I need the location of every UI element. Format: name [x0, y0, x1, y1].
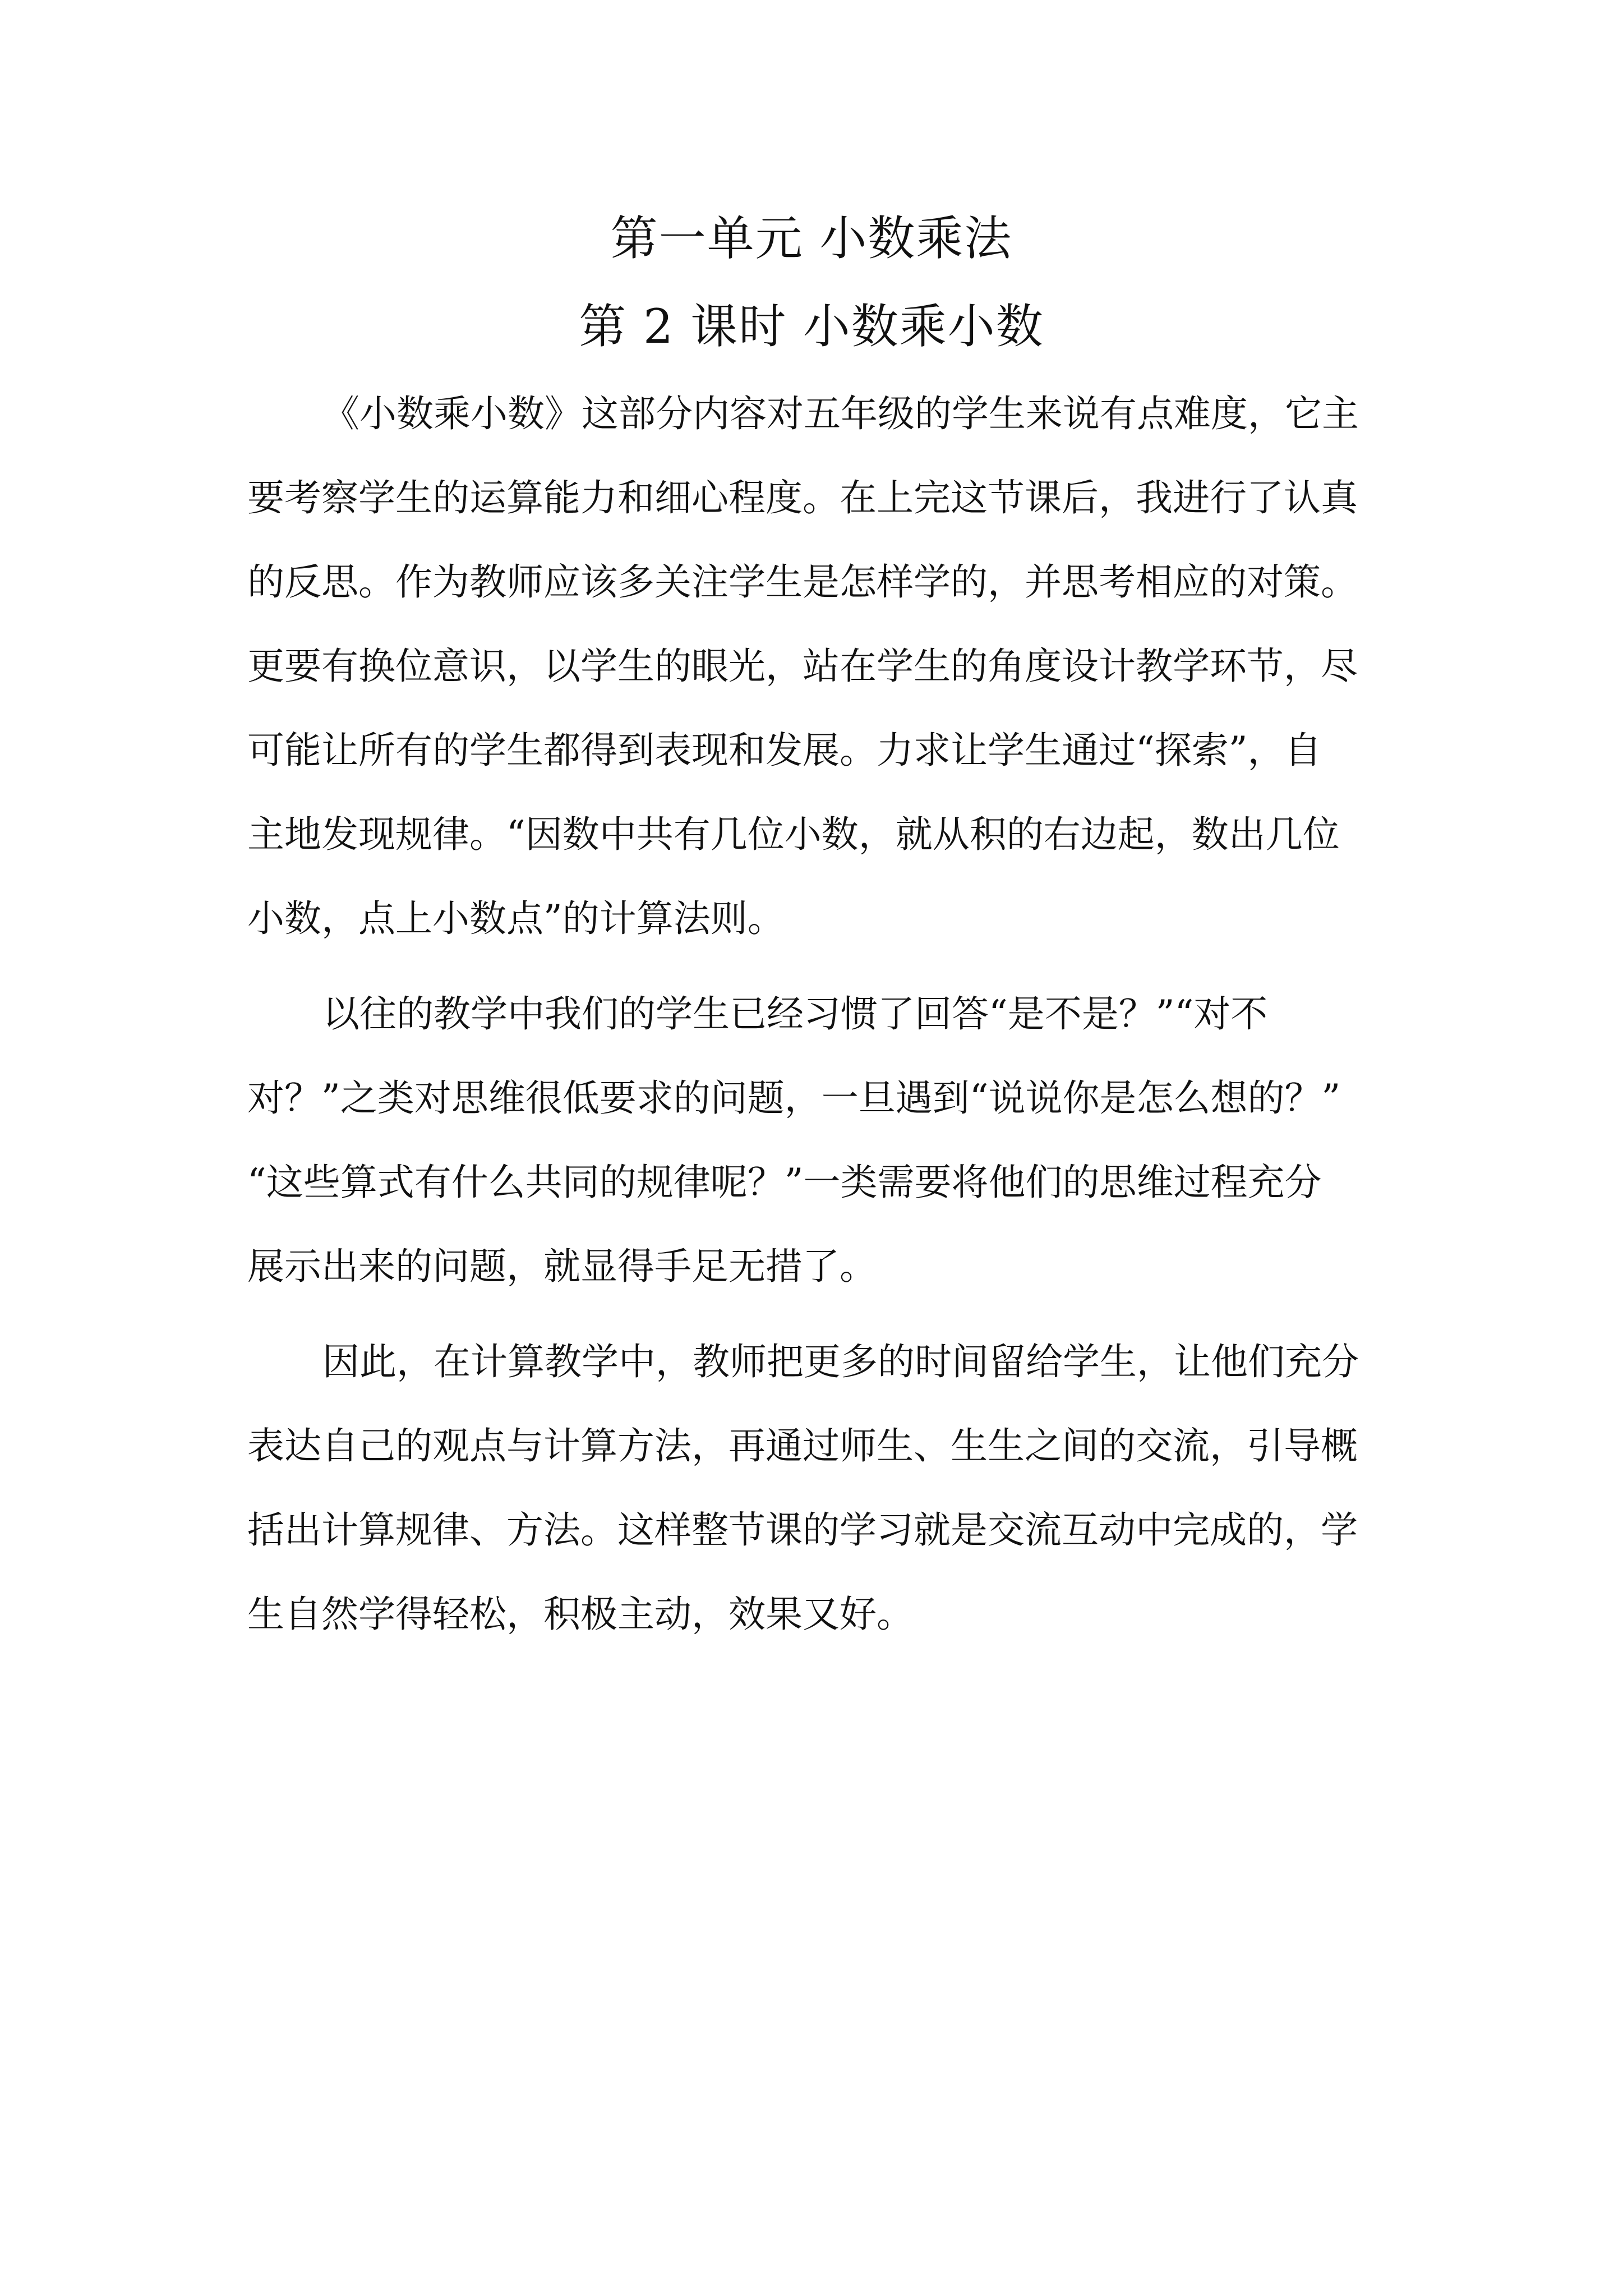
paragraph-3-line-2: 表达自己的观点与计算方法，再通过师生、生生之间的交流，引导概: [247, 1424, 1358, 1467]
paragraph-2-line-1: 以往的教学中我们的学生已经习惯了回答“是不是？”“对不: [322, 992, 1268, 1036]
paragraph-3-line-3: 括出计算规律、方法。这样整节课的学习就是交流互动中完成的，学: [247, 1508, 1358, 1552]
paragraph-1-line-5: 可能让所有的学生都得到表现和发展。力求让学生通过“探索”，自: [247, 729, 1322, 772]
paragraph-1-line-4: 更要有换位意识，以学生的眼光，站在学生的角度设计教学环节，尽: [247, 645, 1358, 688]
paragraph-2-line-4: 展示出来的问题，就显得手足无措了。: [247, 1245, 877, 1288]
paragraph-2-line-2: 对？”之类对思维很低要求的问题，一旦遇到“说说你是怎么想的？”: [247, 1076, 1341, 1120]
paragraph-3-line-4: 生自然学得轻松，积极主动，效果又好。: [247, 1593, 914, 1636]
lesson-title: 第 2 课时 小数乘小数: [579, 299, 1044, 354]
paragraph-1-line-7: 小数，点上小数点”的计算法则。: [247, 897, 785, 940]
unit-title: 第一单元 小数乘法: [610, 211, 1013, 266]
paragraph-2-line-3: “这些算式有什么共同的规律呢？”一类需要将他们的思维过程充分: [247, 1161, 1322, 1204]
paragraph-1-line-3: 的反思。作为教师应该多关注学生是怎样学的，并思考相应的对策。: [247, 560, 1358, 604]
paragraph-3-line-1: 因此，在计算教学中，教师把更多的时间留给学生，让他们充分: [322, 1340, 1359, 1383]
paragraph-1-line-2: 要考察学生的运算能力和细心程度。在上完这节课后，我进行了认真: [247, 476, 1358, 519]
paragraph-1-line-1: 《小数乘小数》这部分内容对五年级的学生来说有点难度，它主: [322, 392, 1359, 435]
paragraph-1-line-6: 主地发现规律。“因数中共有几位小数，就从积的右边起，数出几位: [247, 813, 1340, 856]
